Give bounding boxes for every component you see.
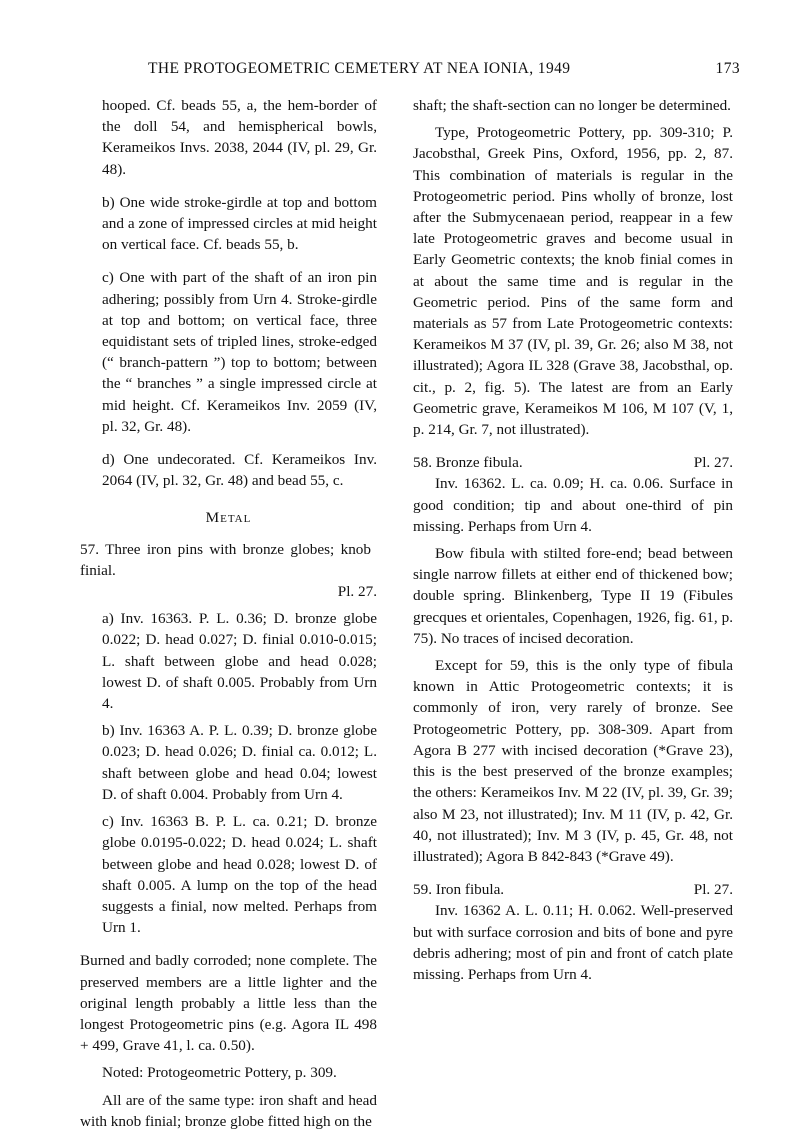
entry-58-plate: Pl. 27. bbox=[693, 454, 733, 472]
item-b: b) One wide stroke-girdle at top and bottom and a zone of impressed circles at mid height on vertical face. Cf. beads 55, b. bbox=[102, 193, 377, 254]
item-d: d) One undecorated. Cf. Kerameikos Inv. 2064 (IV, pl. 32, Gr. 48) and bead 55, c. bbox=[102, 451, 377, 490]
right-column bbox=[413, 95, 733, 985]
entry-57-plate: Pl. 27. bbox=[337, 583, 377, 601]
entry-58-inventory: Inv. 16362. L. ca. 0.09; H. ca. 0.06. Surface in good condition; tip and about one-third of pin missing. Perhaps from Urn 4. bbox=[413, 475, 733, 535]
paragraph: Noted: Protogeometric Pottery, p. 309. bbox=[102, 1064, 337, 1082]
entry-57-title bbox=[80, 539, 377, 581]
item-c: c) One with part of the shaft of an iron pin adhering; possibly from Urn 4. Stroke-girdle at top and bottom; on vertical face, three equidistant sets of tripled lines, stroke-edged (“ branch-pattern ”) top to bottom; between the “ branches ” a single impressed circle at mid height. Cf. Kerameikos Inv. 2059 (IV, pl. 32, Gr. 48). bbox=[102, 269, 377, 435]
entry-59-name: 59. Iron fibula. bbox=[413, 881, 505, 899]
entry-57c: c) Inv. 16363 B. P. L. ca. 0.21; D. bronze globe 0.0195-0.022; D. head 0.024; L. shaft between globe and head 0.028; lowest D. of shaft 0.005. A lump on the top of the head suggests a finial, now melted. Perhaps from Urn 1. bbox=[102, 813, 377, 937]
entry-59-title bbox=[413, 879, 733, 900]
paragraph: hooped. Cf. beads 55, a, the hem-border of the doll 54, and hemispherical bowls, Kerameikos Invs. 2038, 2044 (IV, pl. 29, Gr. 48). bbox=[102, 97, 377, 178]
entry-57b: b) Inv. 16363 A. P. L. 0.39; D. bronze globe 0.023; D. head 0.026; D. finial ca. 0.012; L. shaft between globe and head 0.04; lowest D. of shaft 0.004. Probably from Urn 4. bbox=[102, 722, 377, 803]
paragraph: shaft; the shaft-section can no longer be determined. bbox=[413, 97, 731, 114]
paragraph: Burned and badly corroded; none complete. The preserved members are a little lighter and the original length probably a little less than the longest Protogeometric pins (e.g. Agora IL 498 + 499, Grave 41, l. ca. 0.50). bbox=[80, 952, 377, 1055]
entry-58-description: Bow fibula with stilted fore-end; bead between single narrow fillets at either end of thickened bow; double spring. Blinkenberg, Type II 19 (Fibules grecques et orientales, Copenhagen, 1926, fig. 61, p. 75). No traces of incised decoration. bbox=[413, 545, 733, 647]
page-header bbox=[80, 60, 740, 82]
paragraph: Type, Protogeometric Pottery, pp. 309-310; P. Jacobsthal, Greek Pins, Oxford, 1956, pp. 2, 87. This combination of materials is regular in the Protogeometric period. Pins wholly of bronze, lost after the Submycenaean period, reappear in a few late Protogeometric graves and become usual in Early Geometric contexts; the knob finial comes in at about the same time and is regular in the Geometric period. Pins of the same form and materials as 57 from Late Protogeometric contexts: Kerameikos M 37 (IV, pl. 39, Gr. 26; also M 38, not illustrated); Agora IL 328 (Grave 38, Jacobsthal, op. cit., p. 2, fig. 5). The latest are from an Early Geometric grave, Kerameikos M 106, M 107 (V, 1, p. 214, Gr. 7, not illustrated). bbox=[413, 124, 733, 439]
entry-59-plate: Pl. 27. bbox=[693, 881, 733, 899]
page-number: 173 bbox=[715, 60, 740, 77]
entry-59-inventory: Inv. 16362 A. L. 0.11; H. 0.062. Well-preserved but with surface corrosion and bits of bone and pyre debris adhering; most of pin and front of catch plate missing. Perhaps from Urn 4. bbox=[413, 902, 733, 983]
paragraph: All are of the same type: iron shaft and head with knob finial; bronze globe fitted high on the bbox=[80, 1091, 377, 1130]
entry-57-name: 57. Three iron pins with bronze globes; knob finial. bbox=[80, 540, 371, 579]
section-heading: Metal bbox=[205, 509, 252, 527]
entry-58-note: Except for 59, this is the only type of fibula known in Attic Protogeometric contexts; it is commonly of iron, very rarely of bronze. See Protogeometric Pottery, pp. 308-309. Apart from Agora B 277 with incised decoration (*Grave 23), this is the best preserved of the bronze examples; the others: Kerameikos Inv. M 22 (IV, pl. 39, Gr. 39; also M 23, not illustrated); Inv. M 11 (IV, p. 42, Gr. 40, not illustrated); Inv. M 3 (IV, p. 45, Gr. 48, not illustrated); Agora B 842-843 (*Grave 49). bbox=[413, 657, 733, 865]
entry-57a: a) Inv. 16363. P. L. 0.36; D. bronze globe 0.022; D. head 0.027; D. finial 0.010-0.015; L. shaft between globe and head 0.028; lowest D. of shaft 0.005. Probably from Urn 4. bbox=[102, 610, 377, 713]
left-column bbox=[80, 95, 377, 1132]
running-title: THE PROTOGEOMETRIC CEMETERY AT NEA IONIA, 1949 bbox=[148, 60, 571, 77]
entry-58-title bbox=[413, 452, 733, 473]
entry-58-name: 58. Bronze fibula. bbox=[413, 454, 523, 472]
